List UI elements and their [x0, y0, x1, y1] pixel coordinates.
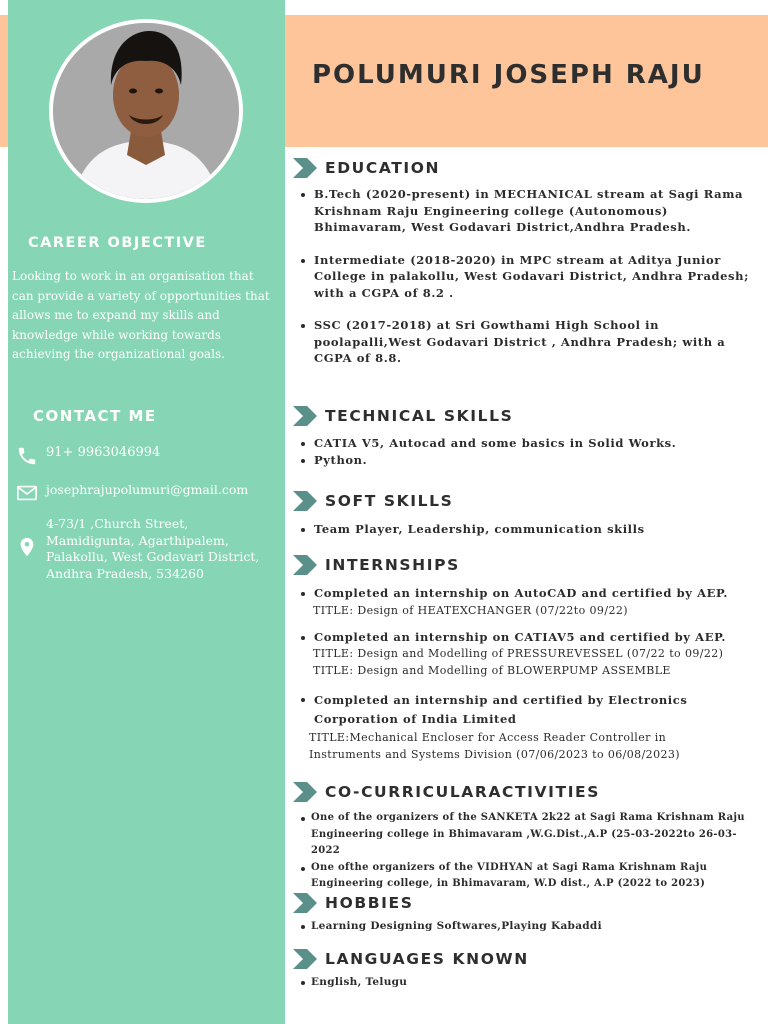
contact-address-row: [16, 516, 278, 582]
contact-phone-row: [16, 445, 160, 467]
education-section: [293, 157, 763, 367]
internship-detail: TITLE: Design and Modelling of PRESSUREVESSEL (07/22 to 09/22): [313, 647, 724, 660]
career-objective-text: Looking to work in an organisation that can provide a variety of opportunities that allows me to expand my skills and knowledge while working towards achieving the organizational goals.: [12, 269, 270, 361]
language-item: English, Telugu: [293, 974, 763, 991]
education-title: EDUCATION: [325, 159, 441, 177]
internship-item: [293, 629, 763, 646]
contact-address: 4-73/1 ,Church Street, Mamidigunta, Agarthipalem, Palakollu, West Godavari District, Andhra Pradesh, 534260: [46, 516, 260, 581]
chevron-right-icon: [293, 491, 317, 511]
technical-skill-item: Python.: [293, 452, 763, 469]
co-curricular-item: One ofthe organizers of the VIDHYAN at Sagi Rama Krishnam Raju Engineering college, in Bhimavaram, W.D dist., A.P (2022 to 2023): [293, 860, 763, 893]
education-item: B.Tech (2020-present) in MECHANICAL stream at Sagi Rama Krishnam Raju Engineering college (Autonomous) Bhimavaram, West Godavari District,Andhra Pradesh.: [293, 186, 763, 236]
co-curricular-item: One of the organizers of the SANKETA 2k22 at Sagi Rama Krishnam Raju Engineering college in Bhimavaram ,W.G.Dist.,A.P (25-03-2022to 26-03-2022: [293, 810, 763, 860]
chevron-right-icon: [293, 949, 317, 969]
contact-heading: CONTACT ME: [33, 407, 157, 425]
internship-head: Completed an internship on CATIAV5 and certified by AEP.: [314, 629, 727, 644]
languages-section: [293, 948, 763, 991]
co-curricular-title: CO-CURRICULARACTIVITIES: [325, 783, 601, 801]
technical-skills-section: [293, 405, 763, 468]
hobbies-section: [293, 892, 763, 935]
career-objective-heading: CAREER OBJECTIVE: [28, 235, 207, 251]
internship-item: [293, 585, 763, 602]
soft-skills-section: [293, 490, 763, 538]
chevron-right-icon: [293, 893, 317, 913]
contact-email-row: [16, 482, 248, 504]
chevron-right-icon: [293, 158, 317, 178]
co-curricular-section: [293, 781, 763, 893]
education-item: SSC (2017-2018) at Sri Gowthami High School in poolapalli,West Godavari District , Andhra Pradesh; with a CGPA of 8.8.: [293, 317, 763, 367]
technical-skill-item: CATIA V5, Autocad and some basics in Solid Works.: [293, 435, 763, 452]
location-pin-icon: [16, 536, 38, 558]
profile-photo: [49, 19, 243, 203]
chevron-right-icon: [293, 555, 317, 575]
internship-detail: TITLE: Design of HEATEXCHANGER (07/22to 09/22): [313, 603, 628, 617]
chevron-right-icon: [293, 782, 317, 802]
languages-title: LANGUAGES KNOWN: [325, 950, 529, 968]
envelope-icon: [16, 482, 38, 504]
contact-phone: 91+ 9963046994: [46, 445, 161, 460]
soft-skills-title: SOFT SKILLS: [325, 492, 454, 510]
education-item: Intermediate (2018-2020) in MPC stream at Aditya Junior College in palakollu, West Godavari District, Andhra Pradesh; with a CGPA of 8.2 .: [293, 252, 763, 302]
phone-icon: [16, 445, 38, 467]
internships-title: INTERNSHIPS: [325, 556, 460, 574]
hobbies-title: HOBBIES: [325, 894, 414, 912]
internship-head: Completed an internship on AutoCAD and certified by AEP.: [314, 586, 728, 600]
internship-item: [293, 691, 724, 729]
technical-skills-title: TECHNICAL SKILLS: [325, 407, 514, 425]
internship-head: Completed an internship and certified by Electronics Corporation of India Limited: [314, 693, 688, 726]
contact-email[interactable]: josephrajupolumuri@gmail.com: [46, 482, 249, 497]
soft-skill-item: Team Player, Leadership, communication skills: [293, 521, 763, 538]
candidate-name: POLUMURI JOSEPH RAJU: [312, 60, 705, 90]
internships-section: [293, 554, 763, 763]
internship-detail: TITLE: Design and Modelling of BLOWERPUMP ASSEMBLE: [313, 664, 671, 677]
internship-detail: TITLE:Mechanical Encloser for Access Reader Controller in Instruments and Systems Division (07/06/2023 to 06/08/2023): [309, 731, 680, 761]
chevron-right-icon: [293, 406, 317, 426]
hobby-item: Learning Designing Softwares,Playing Kabaddi: [293, 918, 763, 935]
